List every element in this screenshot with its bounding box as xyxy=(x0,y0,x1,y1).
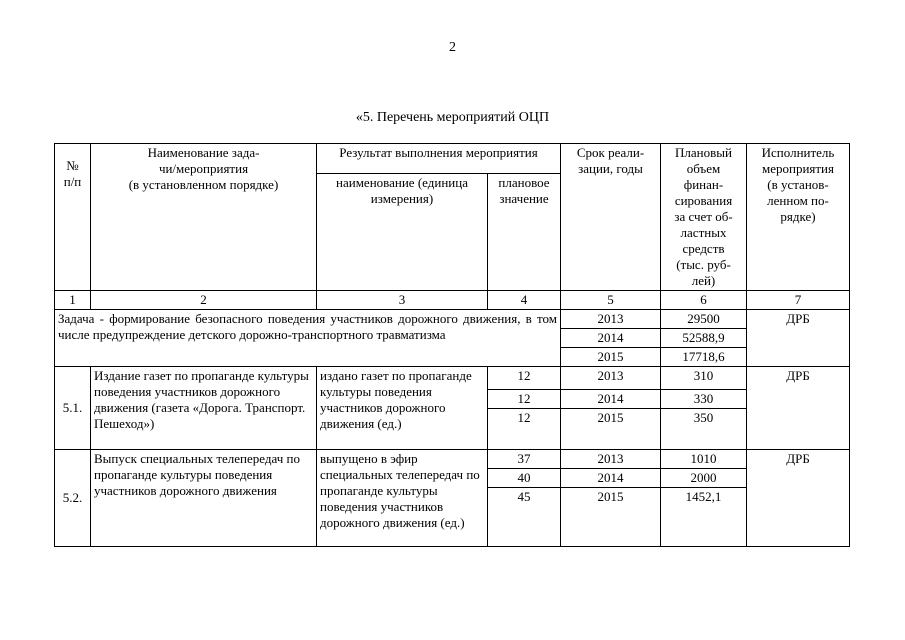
measure-name: Выпуск специальных телепередач по пропаганде культуры поведения участников дорожного движения xyxy=(91,450,317,547)
task-row xyxy=(55,310,850,329)
header-volume: Плановый объем финан- сирования за счет об- ластных средств (тыс. руб- лей) xyxy=(661,144,747,291)
measure-year: 2015 xyxy=(561,488,661,547)
column-number: 1 xyxy=(55,291,91,310)
measure-amount: 1010 xyxy=(661,450,747,469)
measure-year: 2014 xyxy=(561,469,661,488)
measure-value: 40 xyxy=(488,469,561,488)
column-number: 3 xyxy=(317,291,488,310)
header-num: № п/п xyxy=(55,144,91,291)
measure-num: 5.2. xyxy=(55,450,91,547)
measure-executor: ДРБ xyxy=(747,367,850,450)
measure-row xyxy=(55,367,850,390)
task-year: 2015 xyxy=(561,348,661,367)
column-number: 4 xyxy=(488,291,561,310)
measures-table xyxy=(54,143,850,547)
task-amount: 29500 xyxy=(661,310,747,329)
column-number: 5 xyxy=(561,291,661,310)
column-numbers-row xyxy=(55,291,850,310)
header-executor: Исполнитель мероприятия (в установ- ленном по- рядке) xyxy=(747,144,850,291)
task-amount: 52588,9 xyxy=(661,329,747,348)
column-number: 7 xyxy=(747,291,850,310)
measure-value: 37 xyxy=(488,450,561,469)
measure-year: 2014 xyxy=(561,390,661,409)
header-task-name: Наименование зада- чи/мероприятия (в установленном порядке) xyxy=(91,144,317,291)
document-title: «5. Перечень мероприятий ОЦП xyxy=(355,110,550,125)
measure-num: 5.1. xyxy=(55,367,91,450)
measure-result-name: издано газет по пропаганде культуры поведения участников дорожного движения (ед.) xyxy=(317,367,488,450)
task-year: 2013 xyxy=(561,310,661,329)
measure-year: 2013 xyxy=(561,367,661,390)
measure-value: 12 xyxy=(488,409,561,450)
measure-amount: 330 xyxy=(661,390,747,409)
header-result: Результат выполнения мероприятия xyxy=(317,144,561,174)
task-amount: 17718,6 xyxy=(661,348,747,367)
measure-value: 45 xyxy=(488,488,561,547)
header-result-name: наименование (единица измерения) xyxy=(317,174,488,291)
measure-row xyxy=(55,450,850,469)
measure-amount: 350 xyxy=(661,409,747,450)
task-executor: ДРБ xyxy=(747,310,850,367)
measure-result-name: выпущено в эфир специальных телепередач по пропаганде культуры поведения участников дорожного движения (ед.) xyxy=(317,450,488,547)
header-result-value: плановое значение xyxy=(488,174,561,291)
column-number: 2 xyxy=(91,291,317,310)
header-row xyxy=(55,144,850,174)
measure-value: 12 xyxy=(488,367,561,390)
task-text: Задача - формирование безопасного поведения участников дорожного движения, в том числе предупреждение детского дорожно-транспортного травматизма xyxy=(55,310,561,367)
measure-year: 2013 xyxy=(561,450,661,469)
measure-amount: 2000 xyxy=(661,469,747,488)
measure-value: 12 xyxy=(488,390,561,409)
measure-amount: 1452,1 xyxy=(661,488,747,547)
header-term: Срок реали- зации, годы xyxy=(561,144,661,291)
measure-executor: ДРБ xyxy=(747,450,850,547)
column-number: 6 xyxy=(661,291,747,310)
measure-year: 2015 xyxy=(561,409,661,450)
task-year: 2014 xyxy=(561,329,661,348)
page-number: 2 xyxy=(449,40,456,55)
measure-amount: 310 xyxy=(661,367,747,390)
measure-name: Издание газет по пропаганде культуры поведения участников дорожного движения (газета «Дорога. Транспорт. Пешеход») xyxy=(91,367,317,450)
